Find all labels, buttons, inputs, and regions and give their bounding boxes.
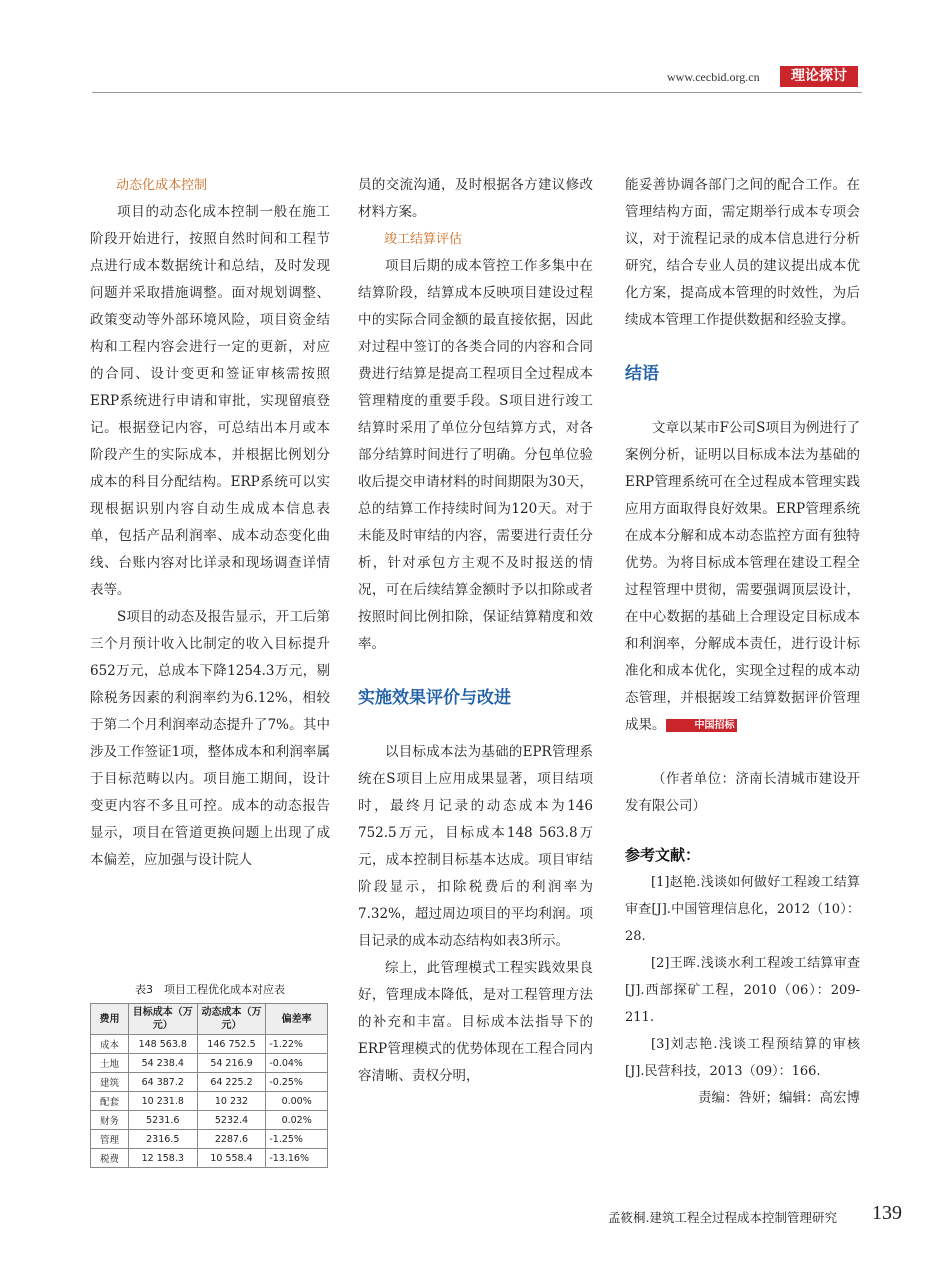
table-cell: -0.04% [266,1054,328,1073]
heading-conclusion: 结语 [625,364,659,384]
table-cell: -0.25% [266,1073,328,1092]
table-cell: -1.25% [266,1130,328,1149]
table-cell: 10 558.4 [197,1149,266,1168]
header-cell: 目标成本（万元） [128,1004,197,1035]
running-footer: 孟筱桐.建筑工程全过程成本控制管理研究 [608,1210,837,1225]
references-title: 参考文献： [625,846,701,864]
table-cell: 54 216.9 [197,1054,266,1073]
table-header-row [91,1004,328,1035]
table-row [91,1035,328,1054]
reference-item: [1]赵艳.浅谈如何做好工程竣工结算审查[J].中国管理信息化，2012（10）：28. [625,875,860,944]
paragraph: 项目的动态化成本控制一般在施工阶段开始进行，按照自然时间和工程节点进行成本数据统计和总结，及时发现问题并采取措施调整。面对规划调整、政策变动等外部环境风险，项目资金结构和工程内容会进行一定的更新，对应的合同、设计变更和签证审核需按照ERP系统进行申请和审批，实现留痕登记。根据登记内容，可总结出本月或本阶段产生的实际成本，并根据比例划分成本的科目分配结构。ERP系统可以实现根据识别内容自动生成成本信息表单，包括产品利润率、成本动态变化曲线、台账内容对比详录和现场调查详情表等。 [90,204,330,598]
header-cell: 费用 [91,1004,129,1035]
subheading-dynamic-cost: 动态化成本控制 [116,178,208,193]
table-row [91,1054,328,1073]
table-cell: 0.00% [266,1092,328,1111]
paragraph: 以目标成本法为基础的EPR管理系统在S项目上应用成果显著，项目结项时，最终月记录的动态成本为146 752.5万元，目标成本148 563.8万元，成本控制目标基本达成。项目审结阶段显示，扣除税费后的利润率为7.32%，超过周边项目的平均利润。项目记录的成本动态结构如表3所示。 [358,744,593,949]
subheading-final-settlement: 竣工结算评估 [384,232,463,247]
header-cell: 偏差率 [266,1004,328,1035]
table-cell: 12 158.3 [128,1149,197,1168]
header-divider [92,92,862,93]
table-cell: -13.16% [266,1149,328,1168]
table-cell: 2287.6 [197,1130,266,1149]
table-caption: 表3 项目工程优化成本对应表 [135,983,285,996]
reference-item: [3]刘志艳.浅谈工程预结算的审核[J].民营科技，2013（09）：166. [625,1037,860,1079]
table-cell: 5232.4 [197,1111,266,1130]
paragraph: 项目后期的成本管控工作多集中在结算阶段，结算成本反映项目建设过程中的实际合同金额的最直接依据，因此对过程中签订的各类合同的内容和合同费进行结算是提高工程项目全过程成本管理精度的重要手段。S项目进行竣工结算时采用了单位分包结算方式，对各部分结算时间进行了明确。分包单位验收后提交申请材料的时间期限为30天，总的结算工作持续时间为120天。对于未能及时审结的内容，需要进行责任分析，针对承包方主观不及时报送的情况，可在后续结算金额时予以扣除或者按照时间比例扣除，保证结算精度和效率。 [358,258,593,652]
table-cell: 10 231.8 [128,1092,197,1111]
column-1 [90,172,330,874]
table-cell: 146 752.5 [197,1035,266,1054]
paragraph: 员的交流沟通，及时根据各方建议修改材料方案。 [358,177,593,220]
table-cell: 54 238.4 [128,1054,197,1073]
table-cell: 10 232 [197,1092,266,1111]
header-cell: 动态成本（万元） [197,1004,266,1035]
conclusion-text: 文章以某市F公司S项目为例进行了案例分析，证明以目标成本法为基础的ERP管理系统可在全过程成本管理实践应用方面取得良好效果。ERP管理系统在成本分解和成本动态监控方面有独特优势。为将目标成本管理在建设工程全过程管理中贯彻，需要强调顶层设计，在中心数据的基础上合理设定目标成本和利润率，分解成本责任，进行设计标准化和成本优化，实现全过程的成本动态管理，并根据竣工结算数据评价管理成果。 [625,420,860,733]
table-cell: 64 225.2 [197,1073,266,1092]
table-cell: 成本 [91,1035,129,1054]
paragraph: 综上，此管理模式工程实践效果良好，管理成本降低，是对工程管理方法的补充和丰富。目标成本法指导下的ERP管理模式的优势体现在工程合同内容清晰、责权分明， [358,960,593,1084]
table-cell: 管理 [91,1130,129,1149]
site-url: www.cecbid.org.cn [667,70,760,84]
table-row [91,1111,328,1130]
reference-item: [2]王晖.浅谈水利工程竣工结算审查[J].西部探矿工程，2010（06）：209-211. [625,956,860,1025]
column-2 [358,172,593,1090]
table-cell: 5231.6 [128,1111,197,1130]
paragraph: 能妥善协调各部门之间的配合工作。在管理结构方面，需定期举行成本专项会议，对于流程记录的成本信息进行分析研究，结合专业人员的建议提出成本优化方案，提高成本管理的时效性，为后续成本管理工作提供数据和经验支撑。 [625,177,860,328]
table-cell: 建筑 [91,1073,129,1092]
table-row [91,1073,328,1092]
table-cell: 148 563.8 [128,1035,197,1054]
table-cell: 税费 [91,1149,129,1168]
heading-evaluation: 实施效果评价与改进 [358,688,511,708]
table-row [91,1130,328,1149]
table-cell: -1.22% [266,1035,328,1054]
page-number: 139 [872,1202,902,1224]
cost-table [90,1003,328,1168]
paragraph [625,415,860,739]
column-3 [625,172,860,1112]
table-row [91,1149,328,1168]
section-tag: 理论探讨 [780,66,858,87]
table-cell: 64 387.2 [128,1073,197,1092]
table-cell: 配套 [91,1092,129,1111]
table-row [91,1092,328,1111]
table-cell: 土地 [91,1054,129,1073]
editor-credit: 责编：咎妍；编辑：高宏博 [698,1090,860,1106]
table-cell: 0.02% [266,1111,328,1130]
table-cell: 2316.5 [128,1130,197,1149]
author-affiliation: （作者单位：济南长清城市建设开发有限公司） [625,771,860,814]
paragraph: S项目的动态及报告显示，开工后第三个月预计收入比制定的收入目标提升652万元，总成本下降1254.3万元，剔除税务因素的利润率约为6.12%，相较于第二个月利润率动态提升了7%。其中涉及工作签证1项，整体成本和利润率属于目标范畴以内。项目施工期间，设计变更内容不多且可控。成本的动态报告显示，项目在管道更换问题上出现了成本偏差，应加强与设计院人 [90,609,330,868]
table-cell: 财务 [91,1111,129,1130]
end-mark-logo: 中国招标 [666,719,737,732]
